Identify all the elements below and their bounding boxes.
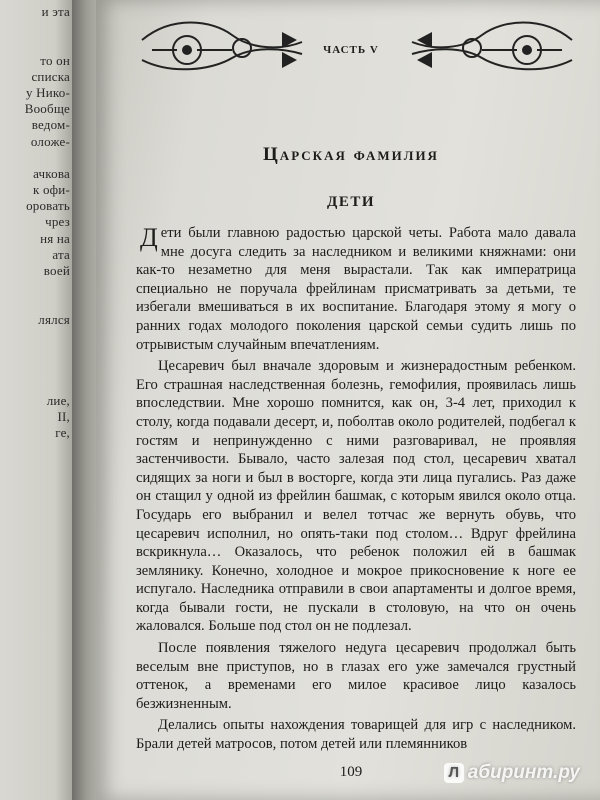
left-page-line: ге,	[55, 424, 70, 440]
left-page-line	[0, 490, 70, 506]
left-page-line: ведом-	[31, 117, 70, 133]
left-page-line	[0, 344, 70, 360]
watermark	[444, 762, 580, 784]
left-page-line: и эта	[41, 4, 70, 19]
left-page	[0, 0, 78, 800]
left-page-line	[0, 457, 70, 473]
left-page-line	[0, 360, 70, 376]
left-page-line	[0, 571, 70, 587]
left-page-line	[0, 684, 70, 700]
left-page-line: то он	[40, 52, 70, 68]
left-page-text	[0, 4, 70, 749]
chapter-title: Царская фамилия	[263, 144, 439, 165]
right-page	[96, 0, 600, 800]
left-page-line: Вообще	[24, 101, 70, 117]
left-page-line	[0, 587, 70, 603]
left-page-line	[0, 328, 70, 344]
left-page-line	[0, 150, 70, 166]
left-page-line: ІІ,	[57, 408, 70, 424]
left-page-line	[0, 619, 70, 635]
paragraph: Делались опыты нахождения товарищей для игр с наследником. Брали детей матросов, потом детей или племянников	[136, 717, 576, 753]
left-page-line	[0, 635, 70, 651]
left-page-line: ачкова	[33, 165, 70, 181]
left-page-line	[0, 20, 70, 36]
left-page-line	[0, 279, 70, 295]
left-page-line: к офи-	[33, 182, 70, 198]
left-page-line	[0, 522, 70, 538]
left-page-line: чрез	[45, 214, 70, 230]
paragraph	[136, 224, 576, 354]
paragraph: Цесаревич был вначале здоровым и жизнерадостным ребенком. Его страшная наследственная болезнь, гемофилия, проявилась лишь впоследствии. Мне хорошо помнится, как он, 3-4 лет, приходил к столу, когда подавали десерт, и, поболтав около родителей, подбегал к гостям и непринужденно с ними разговаривал, не проявляя застенчивости. Бывало, часто залезая под стол, цесаревич хватал сидящих за ноги и был в восторге, когда эти лица пугались. Раз даже он стащил у одной из фрейлин башмак, с которым явился около отца. Государь его выбранил и велел тотчас же вернуть обувь, что цесаревич исполнил, но опять-таки под столом… Вдруг фрейлина вскрикнула… Оказалось, что ребенок положил ей в башмак землянику. Конечно, холодное и мокрое прикосновение к ноге ее испугало. Наследника отправили в свои апартаменты и долгое время, когда бывали гости, не пускали в столовую, на что он очень жаловался. Больше под стол он не подлезал.	[136, 358, 576, 635]
left-page-line: списка	[31, 68, 70, 84]
left-page-line	[0, 376, 70, 392]
left-page-line: ата	[52, 246, 70, 262]
left-page-line: оровать	[26, 198, 70, 214]
page-number: 109	[339, 764, 363, 780]
drop-cap: Д	[140, 223, 158, 252]
left-page-line: воей	[43, 263, 70, 278]
left-page-line	[0, 36, 70, 52]
body-text	[136, 224, 576, 754]
left-page-line	[0, 732, 70, 748]
left-page-line	[0, 473, 70, 489]
left-page-line	[0, 506, 70, 522]
left-page-line: у Нико-	[26, 84, 70, 100]
left-page-line: лялся	[38, 311, 70, 327]
left-page-line	[0, 603, 70, 619]
left-page-line	[0, 716, 70, 732]
left-page-line	[0, 538, 70, 554]
labirint-logo-icon: Л	[444, 763, 464, 783]
left-page-line	[0, 668, 70, 684]
left-page-line: лие,	[46, 392, 70, 408]
paragraph-text: ети были главною радостью царской четы. Работа мало давала мне досуга следить за наследником и великими княжнами: они как-то незаметно для меня вырастали. Так как императрица специально не поручала фрейлинам присматривать за детьми, те избегали вмешиваться в их воспитание. Благодаря этому я могу о ранних годах молодого поколения царской семьи судить лишь по отрывистым случайным впечатлениям.	[136, 225, 576, 353]
left-page-line	[0, 295, 70, 311]
left-page-line	[0, 441, 70, 457]
paragraph: После появления тяжелого недуга цесаревич продолжал быть веселым вне приступов, но в глазах его уже замечался грустный оттенок, а временами его милое красивое лицо казалось безжизненным.	[136, 640, 576, 712]
left-page-line	[0, 652, 70, 668]
section-title: ДЕТИ	[327, 194, 375, 210]
part-label: ЧАСТЬ V	[323, 44, 379, 56]
watermark-text: абиринт.ру	[467, 762, 580, 783]
left-page-line	[0, 554, 70, 570]
left-page-line	[0, 700, 70, 716]
left-page-line: оложе-	[30, 133, 70, 149]
left-page-line: ня на	[40, 230, 70, 246]
